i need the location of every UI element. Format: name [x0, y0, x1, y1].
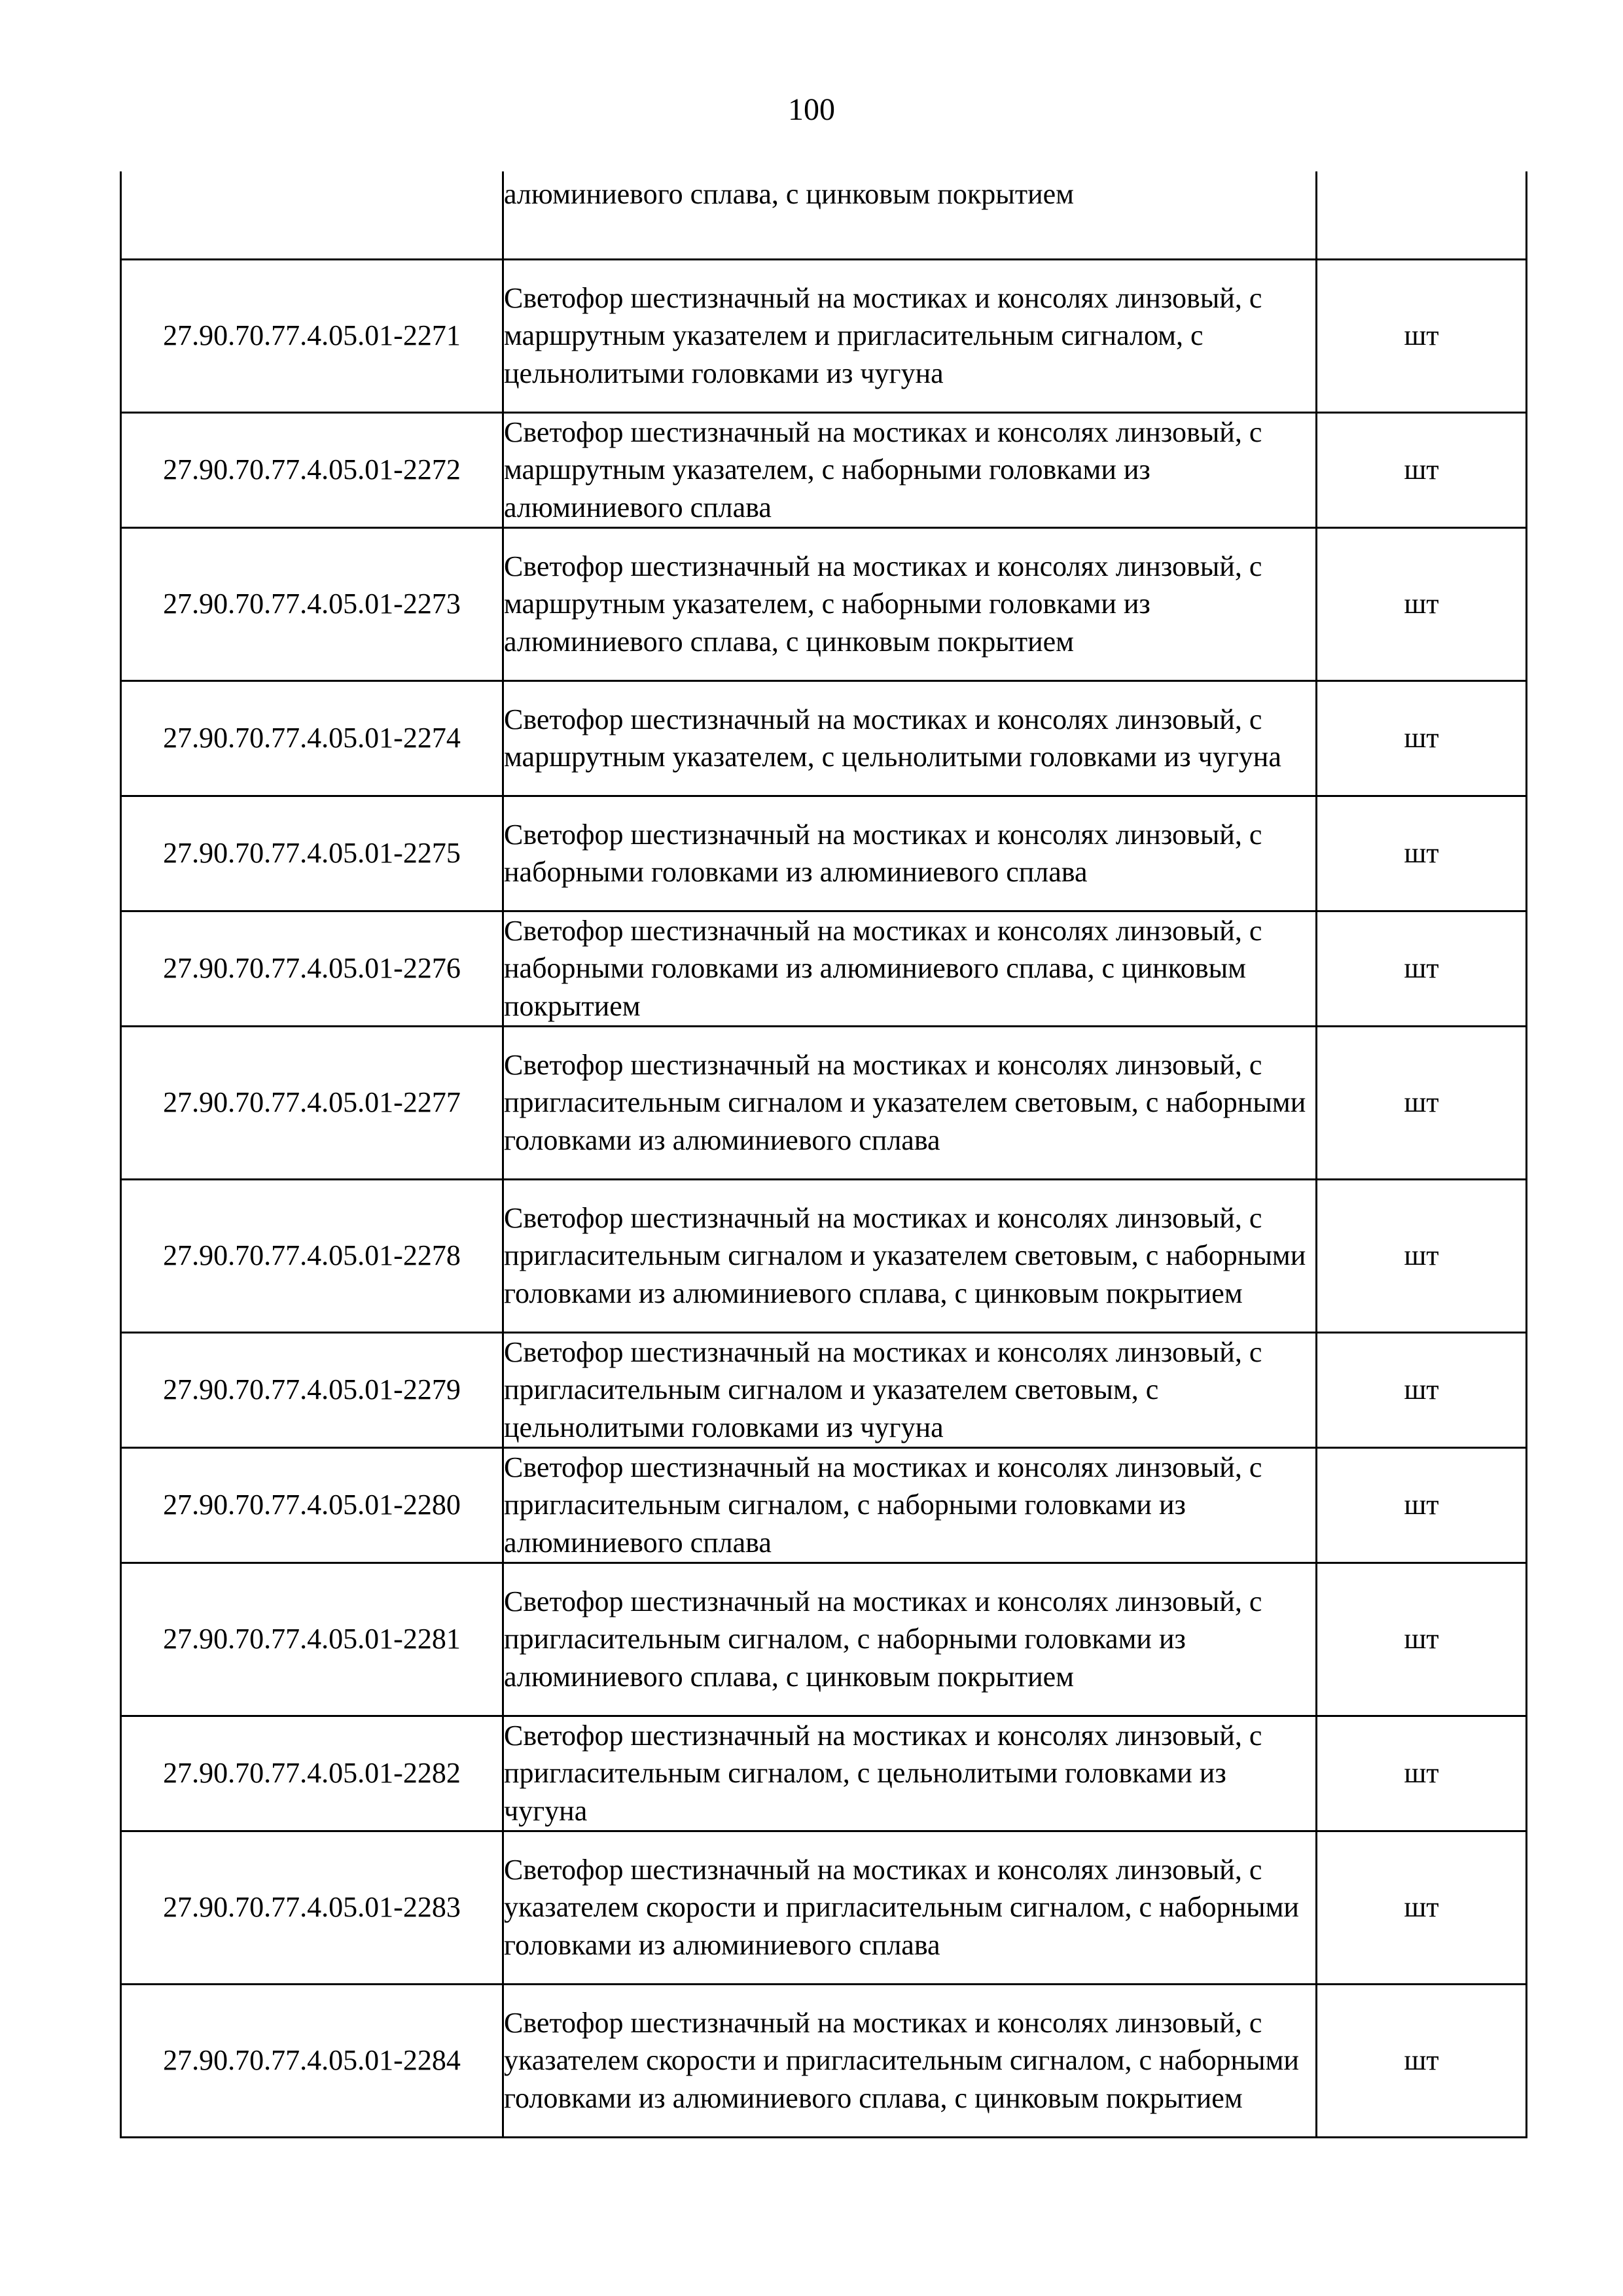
table-row [121, 1984, 1527, 2137]
item-description-cell: Светофор шестизначный на мостиках и консолях линзовый, с наборными головками из алюминиевого сплава [503, 796, 1317, 911]
page-number: 100 [788, 92, 835, 127]
item-unit-cell: шт [1317, 1716, 1527, 1831]
item-description-cell: Светофор шестизначный на мостиках и консолях линзовый, с пригласительным сигналом, с наборными головками из алюминиевого сплава, с цинковым покрытием [503, 1563, 1317, 1716]
item-description-cell: Светофор шестизначный на мостиках и консолях линзовый, с маршрутным указателем, с цельнолитыми головками из чугуна [503, 680, 1317, 796]
table-row [121, 1831, 1527, 1984]
item-code-cell: 27.90.70.77.4.05.01-2282 [121, 1716, 503, 1831]
item-unit-cell: шт [1317, 259, 1527, 412]
item-description-cell: Светофор шестизначный на мостиках и консолях линзовый, с пригласительным сигналом, с цельнолитыми головками из чугуна [503, 1716, 1317, 1831]
item-unit-cell: шт [1317, 1332, 1527, 1447]
item-unit-cell: шт [1317, 527, 1527, 680]
catalog-table-body [121, 171, 1527, 2137]
item-unit-cell: шт [1317, 1026, 1527, 1179]
item-description-cell: Светофор шестизначный на мостиках и консолях линзовый, с наборными головками из алюминиевого сплава, с цинковым покрытием [503, 911, 1317, 1026]
item-code-cell: 27.90.70.77.4.05.01-2281 [121, 1563, 503, 1716]
item-unit-cell: шт [1317, 1831, 1527, 1984]
item-description-cell: Светофор шестизначный на мостиках и консолях линзовый, с маршрутным указателем и пригласительным сигналом, с цельнолитыми головками из чугуна [503, 259, 1317, 412]
item-unit-cell [1317, 171, 1527, 259]
table-row [121, 1447, 1527, 1563]
item-description-cell: Светофор шестизначный на мостиках и консолях линзовый, с пригласительным сигналом и указателем световым, с наборными головками из алюминиевого сплава, с цинковым покрытием [503, 1179, 1317, 1332]
item-description-cell: Светофор шестизначный на мостиках и консолях линзовый, с маршрутным указателем, с наборными головками из алюминиевого сплава, с цинковым покрытием [503, 527, 1317, 680]
item-unit-cell: шт [1317, 911, 1527, 1026]
item-unit-cell: шт [1317, 1179, 1527, 1332]
table-row-continuation [121, 171, 1527, 259]
item-code-cell [121, 171, 503, 259]
item-code-cell: 27.90.70.77.4.05.01-2272 [121, 412, 503, 527]
item-unit-cell: шт [1317, 1563, 1527, 1716]
table-row [121, 1026, 1527, 1179]
item-unit-cell: шт [1317, 412, 1527, 527]
table-row [121, 1563, 1527, 1716]
item-code-cell: 27.90.70.77.4.05.01-2275 [121, 796, 503, 911]
table-row [121, 527, 1527, 680]
table-row [121, 1716, 1527, 1831]
table-row [121, 680, 1527, 796]
item-code-cell: 27.90.70.77.4.05.01-2279 [121, 1332, 503, 1447]
item-unit-cell: шт [1317, 680, 1527, 796]
item-code-cell: 27.90.70.77.4.05.01-2271 [121, 259, 503, 412]
item-unit-cell: шт [1317, 1984, 1527, 2137]
item-description-cell: Светофор шестизначный на мостиках и консолях линзовый, с указателем скорости и пригласительным сигналом, с наборными головками из алюминиевого сплава [503, 1831, 1317, 1984]
table-row [121, 412, 1527, 527]
table-row [121, 911, 1527, 1026]
catalog-table [120, 171, 1527, 2138]
table-row [121, 259, 1527, 412]
table-row [121, 796, 1527, 911]
item-description-cell: Светофор шестизначный на мостиках и консолях линзовый, с пригласительным сигналом и указателем световым, с наборными головками из алюминиевого сплава [503, 1026, 1317, 1179]
table-row [121, 1332, 1527, 1447]
item-unit-cell: шт [1317, 1447, 1527, 1563]
item-description-cell: Светофор шестизначный на мостиках и консолях линзовый, с указателем скорости и пригласительным сигналом, с наборными головками из алюминиевого сплава, с цинковым покрытием [503, 1984, 1317, 2137]
item-code-cell: 27.90.70.77.4.05.01-2284 [121, 1984, 503, 2137]
item-code-cell: 27.90.70.77.4.05.01-2283 [121, 1831, 503, 1984]
item-code-cell: 27.90.70.77.4.05.01-2278 [121, 1179, 503, 1332]
item-unit-cell: шт [1317, 796, 1527, 911]
table-row [121, 1179, 1527, 1332]
item-code-cell: 27.90.70.77.4.05.01-2280 [121, 1447, 503, 1563]
item-code-cell: 27.90.70.77.4.05.01-2273 [121, 527, 503, 680]
item-description-cell: Светофор шестизначный на мостиках и консолях линзовый, с маршрутным указателем, с наборными головками из алюминиевого сплава [503, 412, 1317, 527]
item-code-cell: 27.90.70.77.4.05.01-2274 [121, 680, 503, 796]
item-description-cell: алюминиевого сплава, с цинковым покрытием [503, 171, 1317, 259]
item-code-cell: 27.90.70.77.4.05.01-2277 [121, 1026, 503, 1179]
item-description-cell: Светофор шестизначный на мостиках и консолях линзовый, с пригласительным сигналом и указателем световым, с цельнолитыми головками из чугуна [503, 1332, 1317, 1447]
item-description-cell: Светофор шестизначный на мостиках и консолях линзовый, с пригласительным сигналом, с наборными головками из алюминиевого сплава [503, 1447, 1317, 1563]
item-code-cell: 27.90.70.77.4.05.01-2276 [121, 911, 503, 1026]
